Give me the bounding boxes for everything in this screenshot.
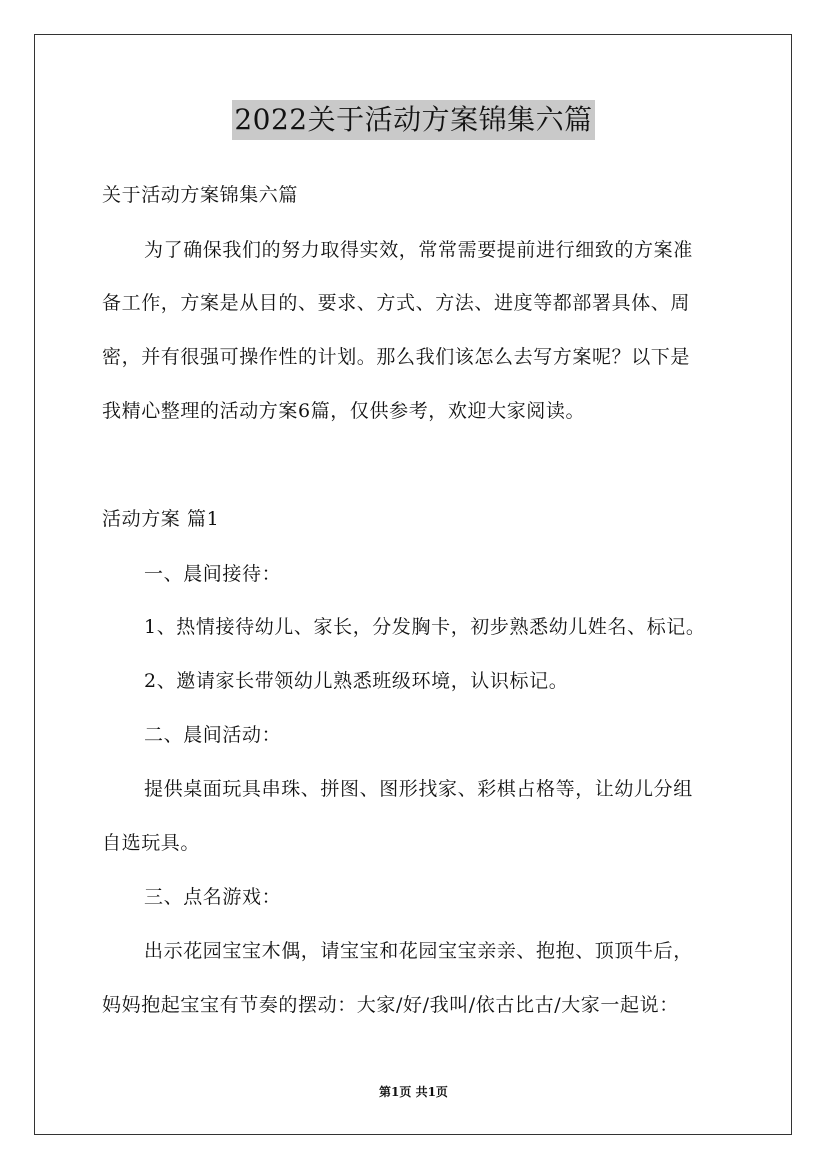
document-subtitle: 关于活动方案锦集六篇 bbox=[102, 184, 299, 206]
intro-line-4: 我精心整理的活动方案6篇，仅供参考，欢迎大家阅读。 bbox=[102, 400, 586, 422]
intro-line-2: 备工作，方案是从目的、要求、方式、方法、进度等都部署具体、周 bbox=[102, 292, 691, 314]
body-line-5: 提供桌面玩具串珠、拼图、图形找家、彩棋占格等，让幼儿分组 bbox=[144, 778, 693, 800]
body-line-1: 一、晨间接待： bbox=[144, 563, 282, 585]
body-line-9: 妈妈抱起宝宝有节奏的摆动：大家/好/我叫/依古比古/大家一起说： bbox=[102, 994, 679, 1016]
body-line-4: 二、晨间活动： bbox=[144, 724, 282, 746]
body-line-6: 自选玩具。 bbox=[102, 832, 201, 854]
page-footer bbox=[0, 1084, 827, 1100]
page-number-label: 第1页 共1页 bbox=[379, 1085, 448, 1099]
intro-line-3: 密，并有很强可操作性的计划。那么我们该怎么去写方案呢？以下是 bbox=[102, 346, 691, 368]
intro-line-1: 为了确保我们的努力取得实效，常常需要提前进行细致的方案准 bbox=[144, 239, 693, 261]
body-line-2: 1、热情接待幼儿、家长，分发胸卡，初步熟悉幼儿姓名、标记。 bbox=[144, 616, 706, 638]
body-line-8: 出示花园宝宝木偶，请宝宝和花园宝宝亲亲、抱抱、顶顶牛后， bbox=[144, 940, 693, 962]
section-heading: 活动方案 篇1 bbox=[102, 508, 220, 530]
body-line-3: 2、邀请家长带领幼儿熟悉班级环境，认识标记。 bbox=[144, 670, 569, 692]
title-container bbox=[0, 100, 827, 140]
body-line-7: 三、点名游戏： bbox=[144, 886, 282, 908]
document-title: 2022关于活动方案锦集六篇 bbox=[232, 100, 594, 140]
